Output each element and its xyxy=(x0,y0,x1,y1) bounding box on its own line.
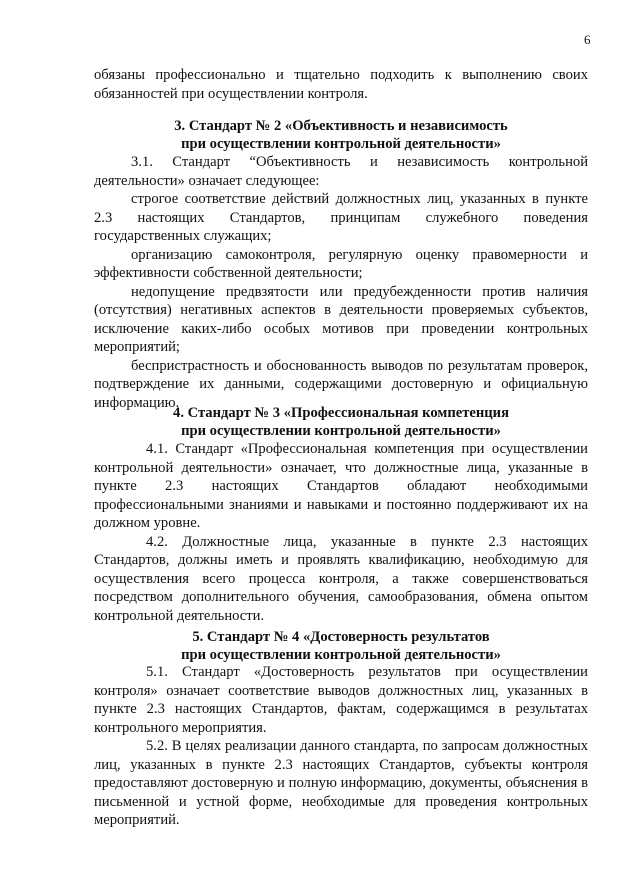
paragraph: недопущение предвзятости или предубежденности против наличия (отсутствия) негативных аспектов в деятельности проверяемых субъектов, исключение каких-либо особых мотивов при проведении контрольных мероприятий; xyxy=(94,283,588,355)
paragraph: 4.2. Должностные лица, указанные в пункте 2.3 настоящих Стандартов, должны иметь и проявлять квалификацию, необходимую для осуществления всего процесса контроля, а также совершенствоваться посредством дополнительного обучения, самообразования, обмена опытом контрольной деятельности. xyxy=(94,533,588,624)
paragraph: 5.1. Стандарт «Достоверность результатов при осуществлении контроля» означает соответствие выводов должностных лиц, указанных в пункте 2.3 настоящих Стандартов, фактам, содержащимся в результатах контрольного мероприятия. xyxy=(94,664,588,736)
section-heading-line: 5. Стандарт № 4 «Достоверность результатов xyxy=(192,629,490,645)
paragraph: строгое соответствие действий должностных лиц, указанных в пункте 2.3 настоящих Стандартов, принципам служебного поведения государственных служащих; xyxy=(94,191,588,244)
section-3-body xyxy=(94,153,588,412)
section-heading-line: при осуществлении контрольной деятельности» xyxy=(181,647,501,663)
section-heading-line: 4. Стандарт № 3 «Профессиональная компетенция xyxy=(173,405,509,421)
paragraph: организацию самоконтроля, регулярную оценку правомерности и эффективности собственной деятельности; xyxy=(94,246,588,281)
section-heading-line: 3. Стандарт № 2 «Объективность и независимость xyxy=(174,118,508,134)
section-4-body xyxy=(94,440,588,625)
page-number: 6 xyxy=(584,32,591,47)
section-5-heading xyxy=(94,628,588,664)
paragraph: 3.1. Стандарт “Объективность и независимость контрольной деятельности» означает следующее: xyxy=(94,154,588,189)
section-4-heading xyxy=(94,404,588,440)
paragraph: беспристрастность и обоснованность выводов по результатам проверок, подтверждение их данными, содержащими достоверную и официальную информацию. xyxy=(94,357,588,411)
intro-paragraph: обязаны профессионально и тщательно подходить к выполнению своих обязанностей при осуществлении контроля. xyxy=(94,67,588,102)
section-5-body xyxy=(94,663,588,830)
paragraph: 5.2. В целях реализации данного стандарта, по запросам должностных лиц, указанных в пункте 2.3 настоящих Стандартов, субъекты контроля предоставляют достоверную и полную информацию, документы, объяснения в письменной и устной форме, необходимые для проведения контрольных мероприятий. xyxy=(94,738,588,828)
section-heading-line: при осуществлении контрольной деятельности» xyxy=(181,423,501,439)
section-heading-line: при осуществлении контрольной деятельности» xyxy=(181,136,501,152)
intro-text xyxy=(94,66,588,103)
section-3-heading xyxy=(94,117,588,153)
paragraph: 4.1. Стандарт «Профессиональная компетенция при осуществлении контрольной деятельности» означает, что должностные лица, указанные в пункте 2.3 настоящих Стандартов обладают необходимыми профессиональными знаниями и навыками и постоянно поддерживают их на должном уровне. xyxy=(94,441,588,531)
